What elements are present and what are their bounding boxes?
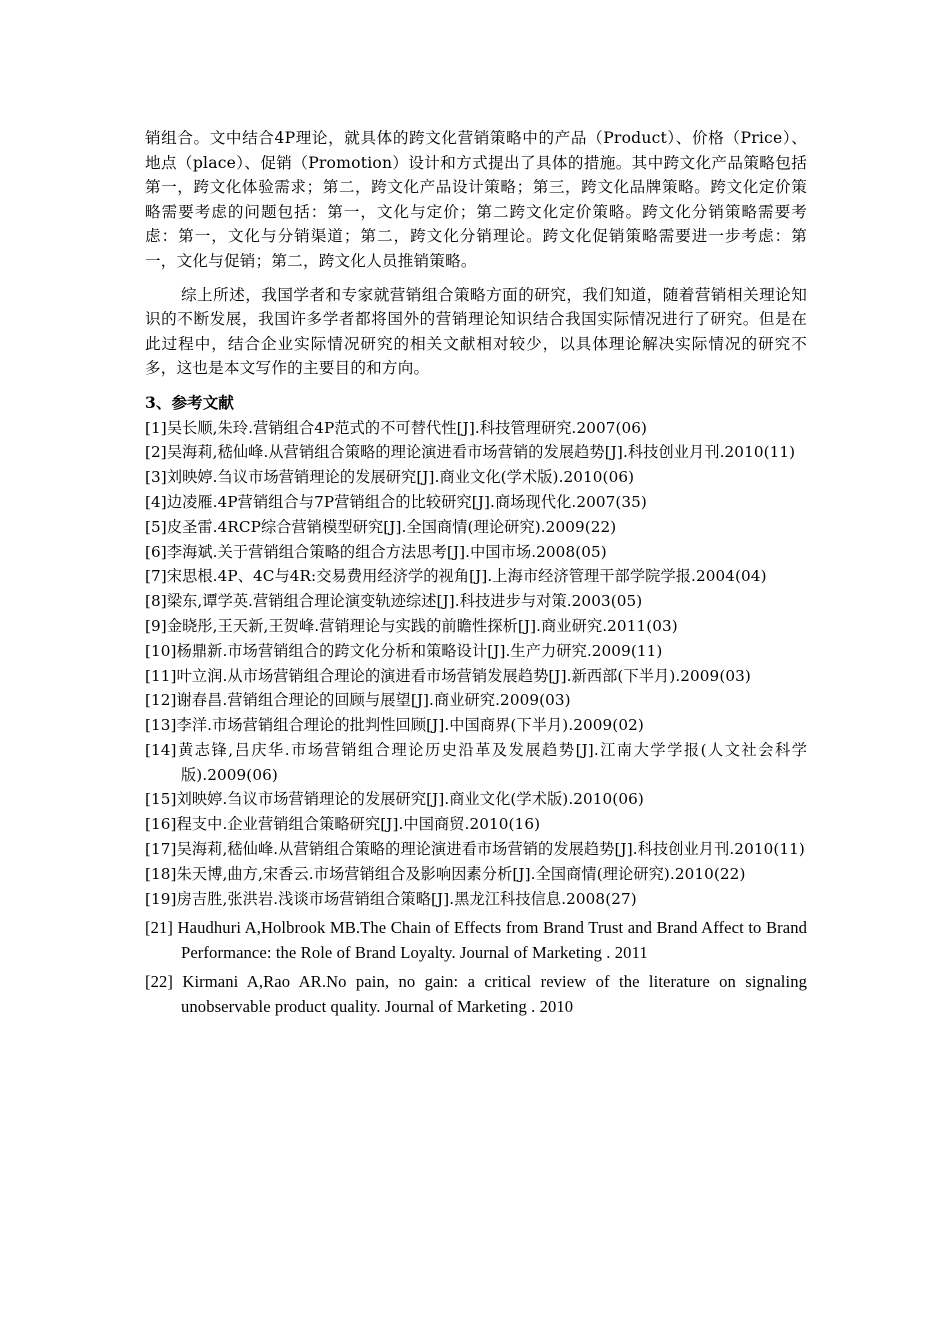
reference-item: [2]吴海莉,嵇仙峰.从营销组合策略的理论演进看市场营销的发展趋势[J].科技创业月刊.2010(11) [145,443,796,462]
reference-item: [9]金晓彤,王天新,王贺峰.营销理论与实践的前瞻性探析[J].商业研究.2011(03) [145,616,678,635]
reference-item: [19]房吉胜,张洪岩.浅谈市场营销组合策略[J].黑龙江科技信息.2008(27) [145,889,637,908]
reference-item-english: [21] Haudhuri A,Holbrook MB.The Chain of Effects from Brand Trust and Brand Affect to Brand Performance: the Role of Brand Loyalty. Journal of Marketing . 2011 [145,918,807,963]
reference-item: [8]梁东,谭学英.营销组合理论演变轨迹综述[J].科技进步与对策.2003(05) [145,592,643,611]
reference-item: [14]黄志锋,吕庆华.市场营销组合理论历史沿革及发展趋势[J].江南大学学报(人文社会科学版).2009(06) [145,740,807,784]
references-heading: 3、参考文献 [145,392,234,412]
reference-item: [3]刘映婷.刍议市场营销理论的发展研究[J].商业文化(学术版).2010(06) [145,468,635,487]
reference-item: [1]吴长顺,朱玲.营销组合4P范式的不可替代性[J].科技管理研究.2007(06) [145,418,648,437]
reference-item: [6]李海斌.关于营销组合策略的组合方法思考[J].中国市场.2008(05) [145,542,607,561]
reference-item: [4]边凌雁.4P营销组合与7P营销组合的比较研究[J].商场现代化.2007(35) [145,492,647,511]
reference-item: [18]朱天博,曲方,宋香云.市场营销组合及影响因素分析[J].全国商情(理论研究).2010(22) [145,864,746,883]
reference-item: [10]杨鼎新.市场营销组合的跨文化分析和策略设计[J].生产力研究.2009(11) [145,641,663,660]
reference-list [145,416,807,1020]
reference-item: [5]皮圣雷.4RCP综合营销模型研究[J].全国商情(理论研究).2009(22) [145,517,617,536]
document-page [145,126,807,1019]
reference-item: [15]刘映婷.刍议市场营销理论的发展研究[J].商业文化(学术版).2010(06) [145,790,644,809]
reference-item-english: [22] Kirmani A,Rao AR.No pain, no gain: a critical review of the literature on signaling unobservable product quality. Journal of Marketing . 2010 [145,972,807,1017]
reference-item: [11]叶立润.从市场营销组合理论的演进看市场营销发展趋势[J].新西部(下半月).2009(03) [145,666,751,685]
reference-item: [12]谢春昌.营销组合理论的回顾与展望[J].商业研究.2009(03) [145,691,571,710]
reference-item: [7]宋思根.4P、4C与4R:交易费用经济学的视角[J].上海市经济管理干部学院学报.2004(04) [145,567,767,586]
reference-item: [16]程支中.企业营销组合策略研究[J].中国商贸.2010(16) [145,815,541,834]
body-paragraph-1: 销组合。文中结合4P理论，就具体的跨文化营销策略中的产品（Product）、价格（Price）、地点（place）、促销（Promotion）设计和方式提出了具体的措施。其中跨文化产品策略包括第一，跨文化体验需求；第二，跨文化产品设计策略；第三，跨文化品牌策略。跨文化定价策略需要考虑的问题包括：第一，文化与定价；第二跨文化定价策略。跨文化分销策略需要考虑：第一，文化与分销渠道；第二，跨文化分销理论。跨文化促销策略需要进一步考虑：第一，文化与促销；第二，跨文化人员推销策略。 [145,129,807,270]
body-paragraph-2: 综上所述，我国学者和专家就营销组合策略方面的研究，我们知道，随着营销相关理论知识的不断发展，我国许多学者都将国外的营销理论知识结合我国实际情况进行了研究。但是在此过程中，结合企业实际情况研究的相关文献相对较少，以具体理论解决实际情况的研究不多，这也是本文写作的主要目的和方向。 [145,285,807,378]
reference-item: [13]李洋.市场营销组合理论的批判性回顾[J].中国商界(下半月).2009(02) [145,716,644,735]
reference-item: [17]吴海莉,嵇仙峰.从营销组合策略的理论演进看市场营销的发展趋势[J].科技创业月刊.2010(11) [145,840,805,859]
